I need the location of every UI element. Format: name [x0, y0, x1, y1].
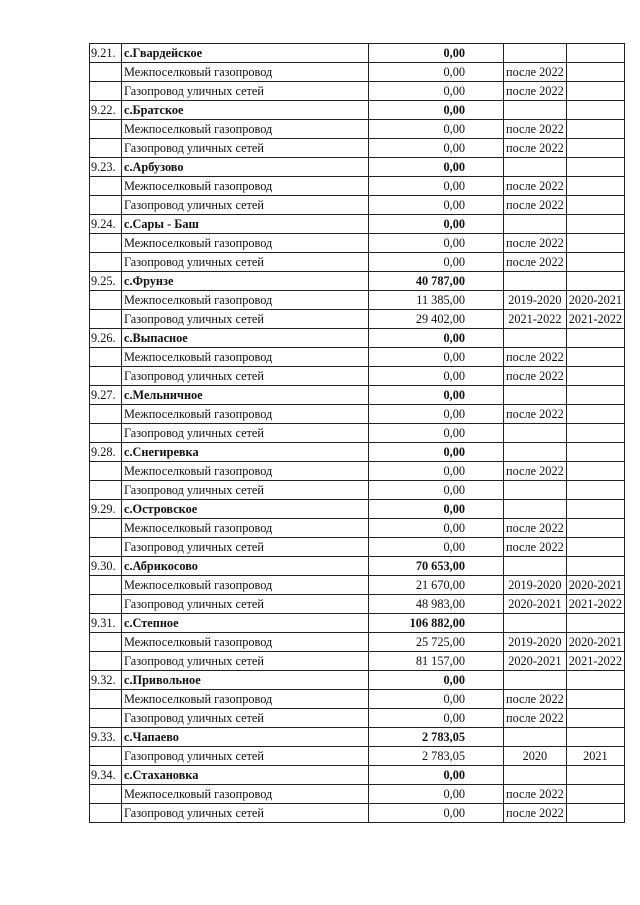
object-name-cell: с.Абрикосово — [122, 557, 369, 576]
cost-cell: 29 402,00 — [369, 310, 504, 329]
cost-cell: 0,00 — [369, 215, 504, 234]
period-end-cell — [566, 614, 624, 633]
table-row — [90, 253, 625, 272]
row-number-cell — [90, 139, 122, 158]
table-row — [90, 196, 625, 215]
row-number-cell: 9.22. — [90, 101, 122, 120]
period-start-cell: после 2022 — [504, 139, 567, 158]
table-row — [90, 481, 625, 500]
row-number-cell — [90, 633, 122, 652]
object-name-cell: Газопровод уличных сетей — [122, 652, 369, 671]
row-number-cell — [90, 348, 122, 367]
cost-cell: 11 385,00 — [369, 291, 504, 310]
object-name-cell: Межпоселковый газопровод — [122, 120, 369, 139]
period-start-cell: 2019-2020 — [504, 633, 567, 652]
period-start-cell: после 2022 — [504, 538, 567, 557]
cost-cell: 25 725,00 — [369, 633, 504, 652]
cost-cell: 0,00 — [369, 196, 504, 215]
row-number-cell: 9.32. — [90, 671, 122, 690]
table-row — [90, 595, 625, 614]
cost-cell: 0,00 — [369, 139, 504, 158]
cost-cell: 106 882,00 — [369, 614, 504, 633]
cost-cell: 40 787,00 — [369, 272, 504, 291]
period-start-cell: 2019-2020 — [504, 576, 567, 595]
object-name-cell: Газопровод уличных сетей — [122, 804, 369, 823]
row-number-cell — [90, 690, 122, 709]
period-start-cell — [504, 557, 567, 576]
object-name-cell: Межпоселковый газопровод — [122, 63, 369, 82]
cost-cell: 0,00 — [369, 367, 504, 386]
row-number-cell — [90, 576, 122, 595]
row-number-cell — [90, 253, 122, 272]
period-start-cell: после 2022 — [504, 804, 567, 823]
object-name-cell: с.Выпасное — [122, 329, 369, 348]
period-end-cell — [566, 519, 624, 538]
period-start-cell: после 2022 — [504, 519, 567, 538]
settlement-row — [90, 557, 625, 576]
gas-pipeline-table — [89, 43, 625, 823]
row-number-cell: 9.21. — [90, 44, 122, 63]
period-start-cell — [504, 215, 567, 234]
period-start-cell: 2020 — [504, 747, 567, 766]
period-start-cell: 2019-2020 — [504, 291, 567, 310]
row-number-cell: 9.29. — [90, 500, 122, 519]
cost-cell: 21 670,00 — [369, 576, 504, 595]
table-row — [90, 576, 625, 595]
row-number-cell: 9.33. — [90, 728, 122, 747]
period-end-cell — [566, 44, 624, 63]
period-end-cell — [566, 481, 624, 500]
row-number-cell — [90, 747, 122, 766]
row-number-cell — [90, 595, 122, 614]
row-number-cell — [90, 481, 122, 500]
table-row — [90, 462, 625, 481]
period-end-cell — [566, 234, 624, 253]
cost-cell: 0,00 — [369, 348, 504, 367]
row-number-cell — [90, 120, 122, 139]
object-name-cell: Газопровод уличных сетей — [122, 538, 369, 557]
table-row — [90, 519, 625, 538]
period-start-cell: после 2022 — [504, 709, 567, 728]
table-body — [90, 44, 625, 823]
object-name-cell: Межпоселковый газопровод — [122, 177, 369, 196]
period-end-cell — [566, 215, 624, 234]
period-start-cell — [504, 386, 567, 405]
row-number-cell — [90, 291, 122, 310]
row-number-cell — [90, 196, 122, 215]
period-end-cell — [566, 557, 624, 576]
row-number-cell — [90, 405, 122, 424]
row-number-cell: 9.26. — [90, 329, 122, 348]
period-start-cell — [504, 443, 567, 462]
table-row — [90, 652, 625, 671]
table-row — [90, 804, 625, 823]
object-name-cell: Газопровод уличных сетей — [122, 367, 369, 386]
period-end-cell: 2021-2022 — [566, 595, 624, 614]
row-number-cell: 9.27. — [90, 386, 122, 405]
object-name-cell: Межпоселковый газопровод — [122, 462, 369, 481]
object-name-cell: Межпоселковый газопровод — [122, 234, 369, 253]
period-end-cell — [566, 728, 624, 747]
period-start-cell: 2020-2021 — [504, 595, 567, 614]
object-name-cell: с.Стахановка — [122, 766, 369, 785]
row-number-cell — [90, 519, 122, 538]
period-start-cell — [504, 671, 567, 690]
object-name-cell: с.Сары - Баш — [122, 215, 369, 234]
object-name-cell: Газопровод уличных сетей — [122, 82, 369, 101]
object-name-cell: Межпоселковый газопровод — [122, 348, 369, 367]
object-name-cell: Межпоселковый газопровод — [122, 405, 369, 424]
period-start-cell: после 2022 — [504, 253, 567, 272]
period-end-cell — [566, 709, 624, 728]
table-row — [90, 234, 625, 253]
cost-cell: 0,00 — [369, 671, 504, 690]
cost-cell: 0,00 — [369, 424, 504, 443]
object-name-cell: Газопровод уличных сетей — [122, 747, 369, 766]
table-row — [90, 367, 625, 386]
period-end-cell — [566, 63, 624, 82]
period-end-cell — [566, 329, 624, 348]
period-start-cell: после 2022 — [504, 785, 567, 804]
period-end-cell — [566, 671, 624, 690]
row-number-cell: 9.30. — [90, 557, 122, 576]
cost-cell: 2 783,05 — [369, 747, 504, 766]
period-end-cell — [566, 538, 624, 557]
period-end-cell — [566, 82, 624, 101]
table-row — [90, 310, 625, 329]
settlement-row — [90, 500, 625, 519]
object-name-cell: Межпоселковый газопровод — [122, 291, 369, 310]
row-number-cell — [90, 462, 122, 481]
object-name-cell: с.Степное — [122, 614, 369, 633]
period-start-cell: после 2022 — [504, 405, 567, 424]
period-end-cell — [566, 139, 624, 158]
cost-cell: 2 783,05 — [369, 728, 504, 747]
cost-cell: 0,00 — [369, 405, 504, 424]
period-start-cell — [504, 101, 567, 120]
cost-cell: 48 983,00 — [369, 595, 504, 614]
object-name-cell: с.Снегиревка — [122, 443, 369, 462]
cost-cell: 0,00 — [369, 253, 504, 272]
cost-cell: 0,00 — [369, 500, 504, 519]
period-end-cell — [566, 424, 624, 443]
object-name-cell: с.Фрунзе — [122, 272, 369, 291]
table-row — [90, 405, 625, 424]
table-row — [90, 690, 625, 709]
row-number-cell — [90, 367, 122, 386]
period-start-cell — [504, 766, 567, 785]
cost-cell: 0,00 — [369, 481, 504, 500]
row-number-cell — [90, 234, 122, 253]
row-number-cell: 9.24. — [90, 215, 122, 234]
object-name-cell: Газопровод уличных сетей — [122, 481, 369, 500]
settlement-row — [90, 329, 625, 348]
period-end-cell — [566, 120, 624, 139]
period-start-cell: после 2022 — [504, 177, 567, 196]
table-row — [90, 63, 625, 82]
period-end-cell — [566, 690, 624, 709]
period-start-cell: после 2022 — [504, 367, 567, 386]
table-row — [90, 747, 625, 766]
period-end-cell: 2020-2021 — [566, 576, 624, 595]
row-number-cell — [90, 63, 122, 82]
cost-cell: 0,00 — [369, 63, 504, 82]
cost-cell: 0,00 — [369, 234, 504, 253]
period-start-cell — [504, 614, 567, 633]
settlement-row — [90, 728, 625, 747]
object-name-cell: Газопровод уличных сетей — [122, 253, 369, 272]
period-start-cell: после 2022 — [504, 120, 567, 139]
period-start-cell: после 2022 — [504, 348, 567, 367]
cost-cell: 70 653,00 — [369, 557, 504, 576]
period-end-cell — [566, 766, 624, 785]
period-start-cell — [504, 500, 567, 519]
period-start-cell: 2020-2021 — [504, 652, 567, 671]
table-row — [90, 348, 625, 367]
period-end-cell — [566, 177, 624, 196]
table-row — [90, 82, 625, 101]
row-number-cell: 9.25. — [90, 272, 122, 291]
settlement-row — [90, 443, 625, 462]
object-name-cell: с.Гвардейское — [122, 44, 369, 63]
cost-cell: 0,00 — [369, 101, 504, 120]
settlement-row — [90, 158, 625, 177]
row-number-cell: 9.23. — [90, 158, 122, 177]
row-number-cell: 9.31. — [90, 614, 122, 633]
period-start-cell — [504, 329, 567, 348]
period-end-cell — [566, 158, 624, 177]
object-name-cell: Газопровод уличных сетей — [122, 424, 369, 443]
row-number-cell — [90, 424, 122, 443]
row-number-cell — [90, 538, 122, 557]
period-start-cell — [504, 481, 567, 500]
object-name-cell: с.Арбузово — [122, 158, 369, 177]
cost-cell: 0,00 — [369, 804, 504, 823]
period-start-cell — [504, 728, 567, 747]
cost-cell: 0,00 — [369, 690, 504, 709]
settlement-row — [90, 215, 625, 234]
table-row — [90, 139, 625, 158]
cost-cell: 0,00 — [369, 386, 504, 405]
object-name-cell: с.Мельничное — [122, 386, 369, 405]
period-end-cell — [566, 386, 624, 405]
row-number-cell — [90, 652, 122, 671]
period-start-cell: после 2022 — [504, 63, 567, 82]
settlement-row — [90, 386, 625, 405]
object-name-cell: Газопровод уличных сетей — [122, 709, 369, 728]
period-start-cell: после 2022 — [504, 82, 567, 101]
table-row — [90, 709, 625, 728]
cost-cell: 0,00 — [369, 329, 504, 348]
cost-cell: 0,00 — [369, 709, 504, 728]
period-end-cell — [566, 462, 624, 481]
cost-cell: 0,00 — [369, 120, 504, 139]
period-end-cell — [566, 272, 624, 291]
period-start-cell — [504, 44, 567, 63]
settlement-row — [90, 614, 625, 633]
object-name-cell: с.Чапаево — [122, 728, 369, 747]
object-name-cell: с.Островское — [122, 500, 369, 519]
period-end-cell — [566, 367, 624, 386]
period-start-cell — [504, 272, 567, 291]
object-name-cell: Газопровод уличных сетей — [122, 139, 369, 158]
settlement-row — [90, 272, 625, 291]
period-end-cell — [566, 804, 624, 823]
settlement-row — [90, 766, 625, 785]
period-end-cell: 2021-2022 — [566, 652, 624, 671]
period-start-cell: после 2022 — [504, 462, 567, 481]
table-row — [90, 424, 625, 443]
cost-cell: 0,00 — [369, 44, 504, 63]
settlement-row — [90, 671, 625, 690]
period-end-cell: 2020-2021 — [566, 633, 624, 652]
settlement-row — [90, 44, 625, 63]
period-end-cell — [566, 348, 624, 367]
period-start-cell — [504, 424, 567, 443]
row-number-cell — [90, 785, 122, 804]
period-end-cell: 2021 — [566, 747, 624, 766]
period-end-cell: 2020-2021 — [566, 291, 624, 310]
cost-cell: 0,00 — [369, 519, 504, 538]
object-name-cell: с.Привольное — [122, 671, 369, 690]
table-row — [90, 177, 625, 196]
row-number-cell — [90, 82, 122, 101]
period-start-cell: после 2022 — [504, 234, 567, 253]
period-end-cell — [566, 196, 624, 215]
row-number-cell: 9.28. — [90, 443, 122, 462]
period-end-cell — [566, 405, 624, 424]
table-row — [90, 291, 625, 310]
table-row — [90, 120, 625, 139]
period-end-cell — [566, 253, 624, 272]
object-name-cell: Межпоселковый газопровод — [122, 576, 369, 595]
row-number-cell — [90, 709, 122, 728]
cost-cell: 0,00 — [369, 177, 504, 196]
table-row — [90, 785, 625, 804]
cost-cell: 0,00 — [369, 538, 504, 557]
object-name-cell: Газопровод уличных сетей — [122, 196, 369, 215]
settlement-row — [90, 101, 625, 120]
period-start-cell: 2021-2022 — [504, 310, 567, 329]
object-name-cell: Межпоселковый газопровод — [122, 519, 369, 538]
row-number-cell — [90, 310, 122, 329]
cost-cell: 0,00 — [369, 443, 504, 462]
cost-cell: 0,00 — [369, 82, 504, 101]
object-name-cell: Межпоселковый газопровод — [122, 785, 369, 804]
table-row — [90, 538, 625, 557]
period-end-cell: 2021-2022 — [566, 310, 624, 329]
period-end-cell — [566, 443, 624, 462]
object-name-cell: Газопровод уличных сетей — [122, 310, 369, 329]
period-end-cell — [566, 785, 624, 804]
cost-cell: 0,00 — [369, 785, 504, 804]
cost-cell: 0,00 — [369, 462, 504, 481]
period-start-cell: после 2022 — [504, 196, 567, 215]
object-name-cell: Газопровод уличных сетей — [122, 595, 369, 614]
row-number-cell: 9.34. — [90, 766, 122, 785]
table-row — [90, 633, 625, 652]
period-start-cell — [504, 158, 567, 177]
period-start-cell: после 2022 — [504, 690, 567, 709]
period-end-cell — [566, 500, 624, 519]
row-number-cell — [90, 177, 122, 196]
cost-cell: 81 157,00 — [369, 652, 504, 671]
cost-cell: 0,00 — [369, 158, 504, 177]
object-name-cell: Межпоселковый газопровод — [122, 633, 369, 652]
row-number-cell — [90, 804, 122, 823]
object-name-cell: с.Братское — [122, 101, 369, 120]
object-name-cell: Межпоселковый газопровод — [122, 690, 369, 709]
cost-cell: 0,00 — [369, 766, 504, 785]
period-end-cell — [566, 101, 624, 120]
